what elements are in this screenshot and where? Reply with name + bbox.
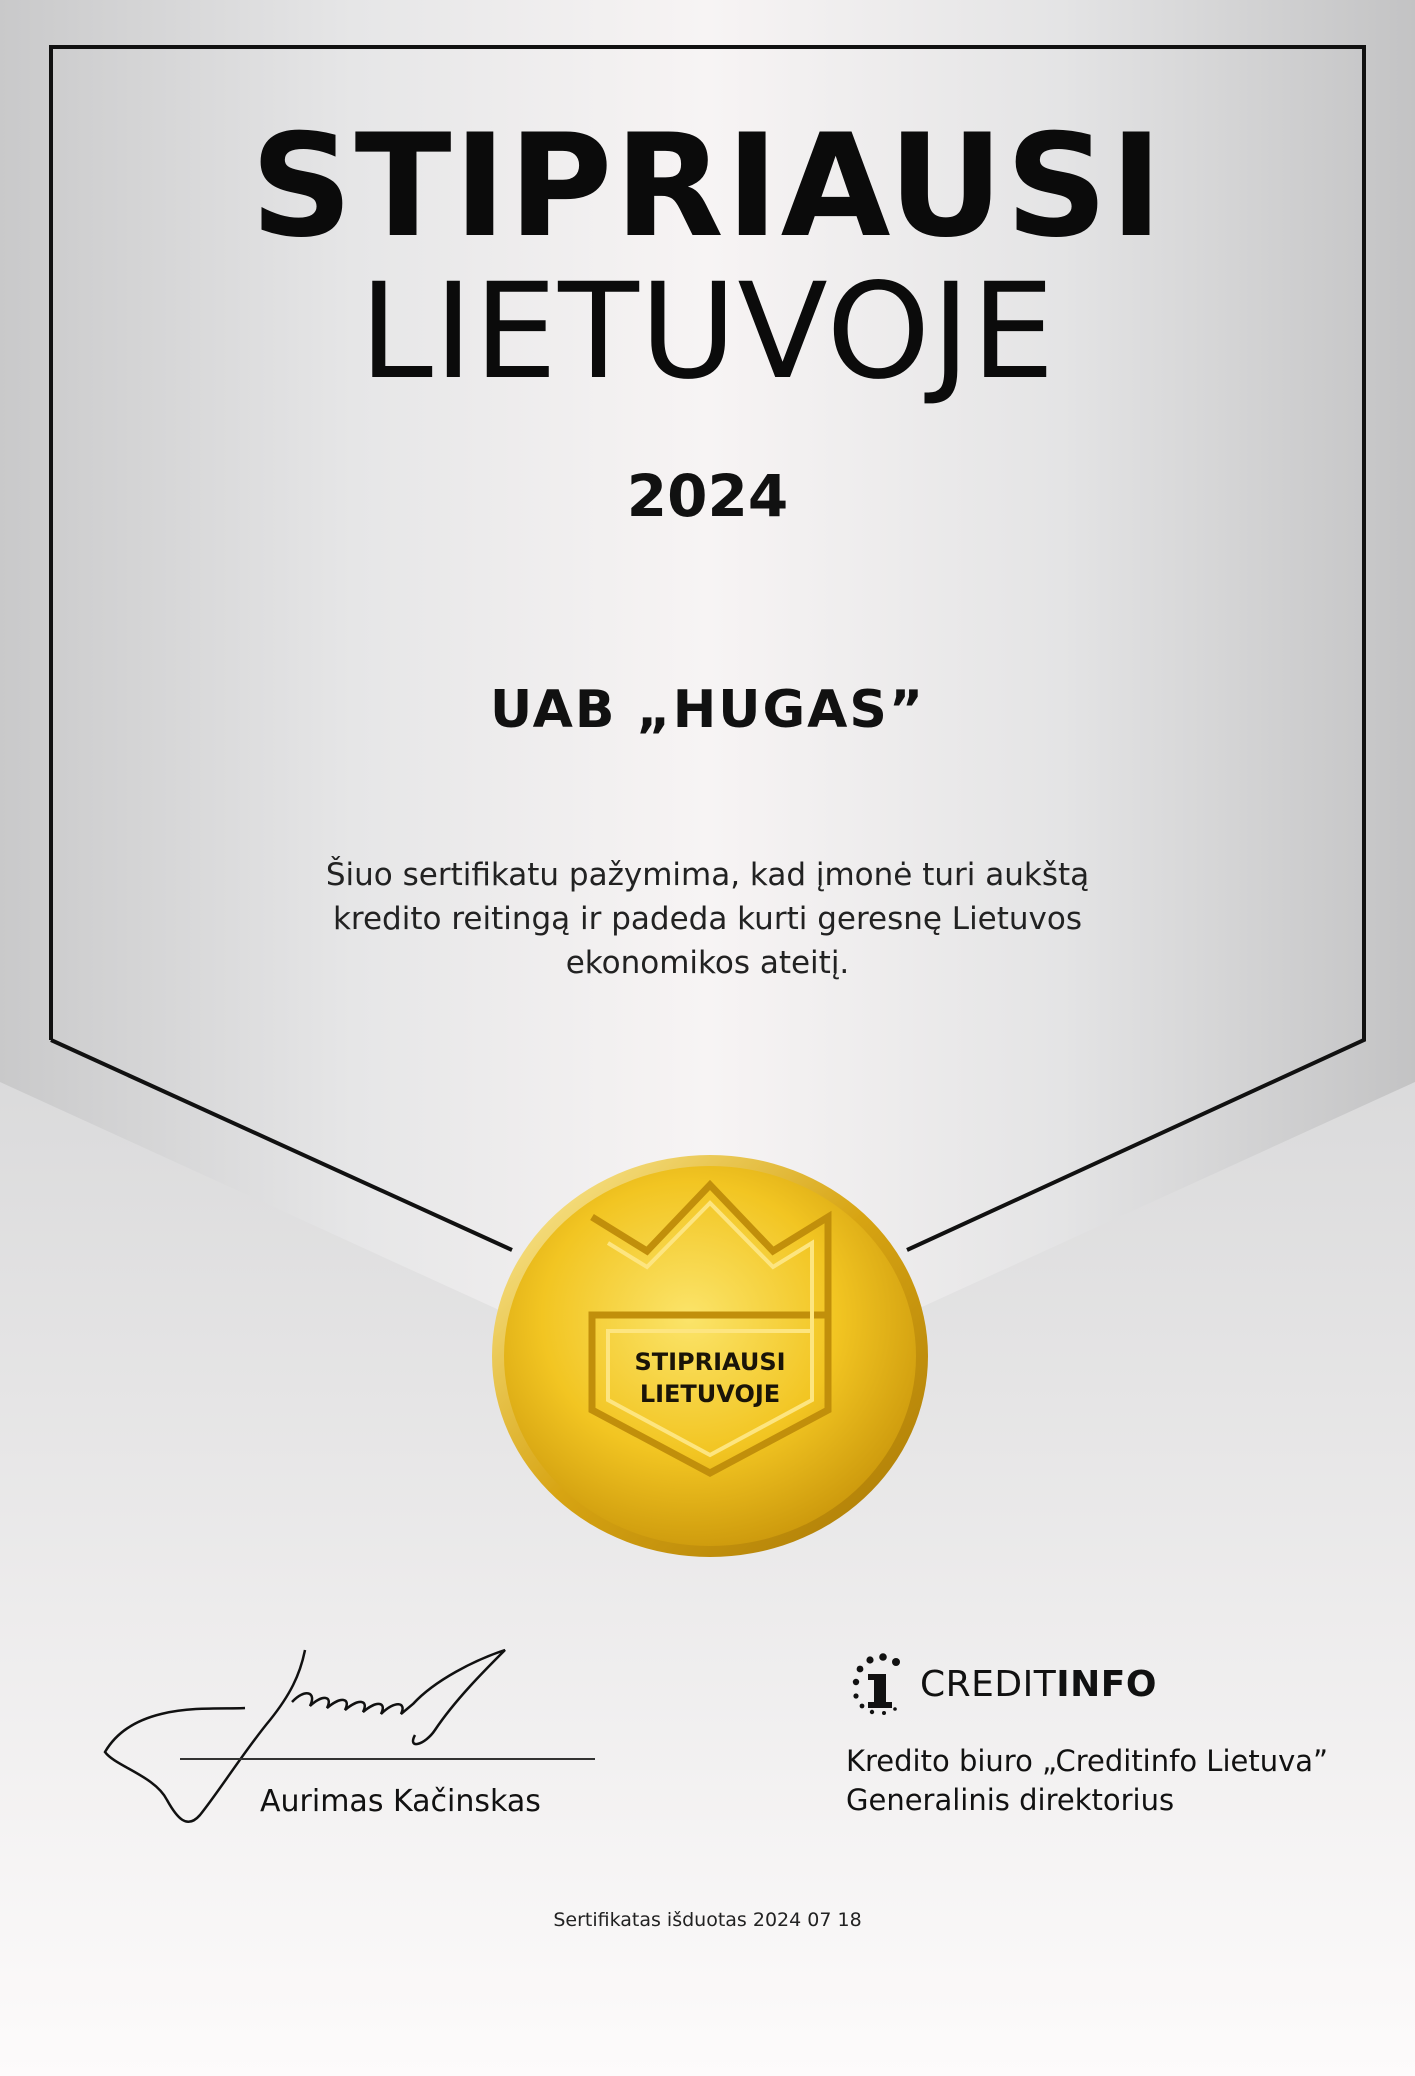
creditinfo-role-line-1: Kredito biuro „Creditinfo Lietuva” <box>846 1744 1329 1778</box>
seal-text <box>560 1346 860 1410</box>
creditinfo-word-regular: CREDIT <box>920 1664 1057 1705</box>
title-line-2: LIETUVOJE <box>359 255 1056 409</box>
signature-line <box>180 1758 595 1760</box>
creditinfo-role-line-2: Generalinis direktorius <box>846 1783 1175 1817</box>
creditinfo-dots-i-icon <box>848 1652 908 1716</box>
title-line-1: STIPRIAUSI <box>250 104 1165 269</box>
issue-date: Sertifikatas išduotas 2024 07 18 <box>553 1909 862 1931</box>
creditinfo-wordmark <box>920 1664 1157 1705</box>
seal-text-line-1: STIPRIAUSI <box>634 1348 786 1376</box>
creditinfo-word-bold: INFO <box>1056 1664 1157 1705</box>
certificate-year: 2024 <box>626 462 789 530</box>
seal-text-line-2: LIETUVOJE <box>639 1380 781 1408</box>
company-name: UAB „HUGAS” <box>489 680 926 740</box>
certificate-description: Šiuo sertifikatu pažymima, kad įmonė turi aukštą kredito reitingą ir padeda kurti geresnę Lietuvos ekonomikos ateitį. <box>325 857 1090 981</box>
signer-name: Aurimas Kačinskas <box>260 1784 541 1819</box>
